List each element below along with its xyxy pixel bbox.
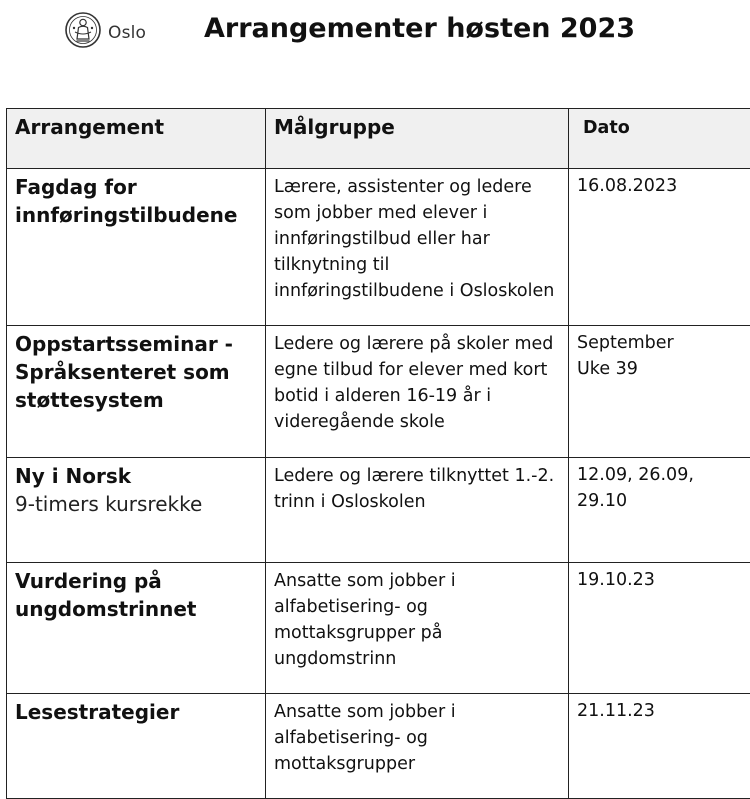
arrangement-title: Ny i Norsk	[15, 464, 131, 488]
dato-cell: 19.10.23	[569, 563, 750, 694]
arrangement-cell	[7, 458, 266, 563]
arrangement-cell: Oppstartsseminar - Språksenteret som støttesystem	[7, 326, 266, 458]
malgruppe-cell: Ansatte som jobber i alfabetisering- og mottaksgrupper på ungdomstrinn	[266, 563, 569, 694]
logo-text: Oslo	[108, 23, 146, 43]
arrangement-subtitle: 9-timers kursrekke	[15, 490, 257, 518]
table-row	[7, 694, 750, 799]
column-header-dato: Dato	[569, 109, 750, 169]
dato-cell: 12.09, 26.09, 29.10	[569, 458, 750, 563]
document-header	[0, 0, 750, 70]
page-title: Arrangementer høsten 2023	[204, 13, 635, 44]
dato-cell: 21.11.23	[569, 694, 750, 799]
table-row	[7, 169, 750, 326]
malgruppe-cell: Ansatte som jobber i alfabetisering- og mottaksgrupper	[266, 694, 569, 799]
dato-cell: 16.08.2023	[569, 169, 750, 326]
oslo-logo	[64, 10, 164, 56]
column-header-malgruppe: Målgruppe	[266, 109, 569, 169]
table-row	[7, 326, 750, 458]
malgruppe-cell: Ledere og lærere tilknyttet 1.-2. trinn i Osloskolen	[266, 458, 569, 563]
arrangement-cell: Vurdering på ungdomstrinnet	[7, 563, 266, 694]
table-row	[7, 563, 750, 694]
malgruppe-cell: Ledere og lærere på skoler med egne tilbud for elever med kort botid i alderen 16-19 år i videregående skole	[266, 326, 569, 458]
column-header-arrangement: Arrangement	[7, 109, 266, 169]
oslo-city-seal-icon	[64, 10, 102, 50]
dato-cell: September Uke 39	[569, 326, 750, 458]
table-header-row	[7, 109, 750, 169]
arrangement-cell: Lesestrategier	[7, 694, 266, 799]
malgruppe-cell: Lærere, assistenter og ledere som jobber med elever i innføringstilbud eller har tilknytning til innføringstilbudene i Osloskolen	[266, 169, 569, 326]
arrangement-cell: Fagdag for innføringstilbudene	[7, 169, 266, 326]
events-table	[6, 108, 750, 799]
table-row	[7, 458, 750, 563]
